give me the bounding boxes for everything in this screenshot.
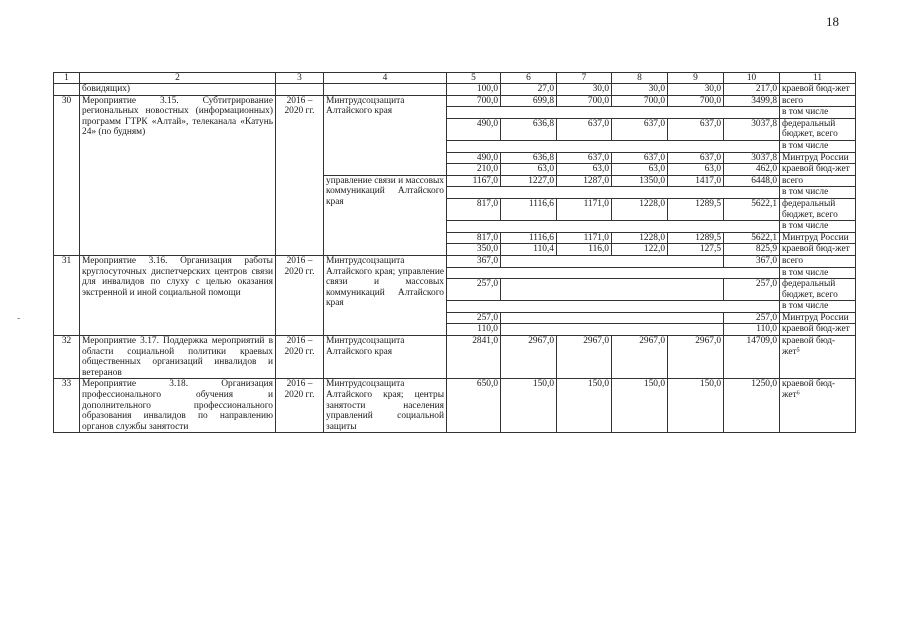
value-2017: 110,4 <box>501 244 557 256</box>
value-total: 3037,8 <box>724 152 780 164</box>
value-2017: 1116,6 <box>501 198 557 220</box>
value-total: 5622,1 <box>724 198 780 220</box>
executor-cell: Минтрудсоцзащита Алтайского края <box>324 95 447 175</box>
value-total: 217,0 <box>724 84 780 96</box>
value-2020: 637,0 <box>668 118 724 140</box>
column-number: 2 <box>80 73 276 84</box>
row-index: 30 <box>54 95 80 255</box>
value-2016: 700,0 <box>447 95 501 107</box>
empty-values <box>447 187 780 199</box>
value-total: 14709,0 <box>724 336 780 379</box>
value-2018: 1171,0 <box>557 198 612 220</box>
table-row <box>54 379 856 433</box>
executor-cell: Минтрудсоцзащита Алтайского края; центры занятости населения управлений социальной защиты <box>324 379 447 433</box>
value-total: 257,0 <box>724 279 780 301</box>
value-2016: 257,0 <box>447 312 501 324</box>
value-2017: 1227,0 <box>501 175 557 187</box>
value-total: 5622,1 <box>724 232 780 244</box>
stray-mark: - <box>17 313 21 324</box>
funding-source: Минтруд России <box>780 232 856 244</box>
value-2017: 636,8 <box>501 118 557 140</box>
column-number: 5 <box>447 73 501 84</box>
value-total: 110,0 <box>724 324 780 336</box>
empty-values <box>501 279 724 301</box>
column-number: 9 <box>668 73 724 84</box>
empty-values <box>501 255 724 267</box>
column-number: 7 <box>557 73 612 84</box>
funding-source: всего <box>780 95 856 107</box>
value-2019: 63,0 <box>612 164 668 176</box>
funding-source: краевой бюд-жет⁶ <box>780 379 856 433</box>
value-2020: 700,0 <box>668 95 724 107</box>
value-2019: 1228,0 <box>612 198 668 220</box>
funding-source: федеральный бюджет, всего <box>780 198 856 220</box>
funding-source: Минтруд России <box>780 152 856 164</box>
value-2016: 650,0 <box>447 379 501 433</box>
measure-description: Мероприятие 3.15. Субтитрирование региональных новостных (информационных) программ ГТРК «Алтай», телеканала «Катунь 24» (по будням) <box>80 95 276 255</box>
period-cell: 2016 – 2020 гг. <box>276 379 324 433</box>
funding-source: краевой бюд-жет <box>780 244 856 256</box>
value-total: 257,0 <box>724 312 780 324</box>
value-2016: 210,0 <box>447 164 501 176</box>
table-row <box>54 336 856 379</box>
executor-cell: управление связи и массовых коммуникаций Алтайского края <box>324 175 447 255</box>
table-row <box>54 255 856 267</box>
measure-description: Мероприятие 3.16. Организация работы круглосуточных диспетчерских центров связи для инвалидов по слуху с целью оказания экстренной и иной социальной помощи <box>80 255 276 335</box>
value-total: 1250,0 <box>724 379 780 433</box>
value-2017: 636,8 <box>501 152 557 164</box>
value-2020: 127,5 <box>668 244 724 256</box>
value-2018: 116,0 <box>557 244 612 256</box>
empty-values <box>447 267 780 279</box>
value-2020: 1289,5 <box>668 232 724 244</box>
value-2016: 817,0 <box>447 198 501 220</box>
value-2016: 367,0 <box>447 255 501 267</box>
value-2016: 817,0 <box>447 232 501 244</box>
value-2018: 2967,0 <box>557 336 612 379</box>
value-2017: 2967,0 <box>501 336 557 379</box>
value-2019: 637,0 <box>612 152 668 164</box>
funding-source: в том числе <box>780 221 856 233</box>
funding-source: краевой бюд-жет <box>780 84 856 96</box>
column-number: 6 <box>501 73 557 84</box>
table-row <box>54 95 856 107</box>
value-2016: 490,0 <box>447 152 501 164</box>
value-2018: 150,0 <box>557 379 612 433</box>
table-row <box>54 84 856 96</box>
value-2017: 1116,6 <box>501 232 557 244</box>
value-2016: 257,0 <box>447 279 501 301</box>
row-index <box>54 84 80 96</box>
page-number: 18 <box>826 14 839 29</box>
funding-source: в том числе <box>780 107 856 119</box>
value-2018: 30,0 <box>557 84 612 96</box>
value-2020: 637,0 <box>668 152 724 164</box>
period-cell: 2016 – 2020 гг. <box>276 255 324 335</box>
funding-source: Минтруд России <box>780 312 856 324</box>
value-2020: 1289,5 <box>668 198 724 220</box>
value-2017: 63,0 <box>501 164 557 176</box>
value-2019: 700,0 <box>612 95 668 107</box>
column-number: 3 <box>276 73 324 84</box>
column-number: 8 <box>612 73 668 84</box>
value-total: 6448,0 <box>724 175 780 187</box>
column-number-row <box>54 73 856 84</box>
value-total: 462,0 <box>724 164 780 176</box>
empty-values <box>447 140 780 152</box>
value-2018: 1171,0 <box>557 232 612 244</box>
empty-values <box>447 107 780 119</box>
value-total: 3037,8 <box>724 118 780 140</box>
measure-description: бовидящих) <box>80 84 276 96</box>
value-2018: 63,0 <box>557 164 612 176</box>
value-2016: 100,0 <box>447 84 501 96</box>
funding-source: в том числе <box>780 267 856 279</box>
value-2016: 490,0 <box>447 118 501 140</box>
value-total: 367,0 <box>724 255 780 267</box>
program-table <box>53 72 856 433</box>
value-2019: 30,0 <box>612 84 668 96</box>
empty-values <box>447 221 780 233</box>
funding-source: в том числе <box>780 140 856 152</box>
value-2018: 700,0 <box>557 95 612 107</box>
value-2019: 122,0 <box>612 244 668 256</box>
executor-cell: Минтрудсоцзащита Алтайского края <box>324 336 447 379</box>
value-2020: 150,0 <box>668 379 724 433</box>
value-2019: 2967,0 <box>612 336 668 379</box>
value-2020: 30,0 <box>668 84 724 96</box>
column-number: 10 <box>724 73 780 84</box>
funding-source: федеральный бюджет, всего <box>780 279 856 301</box>
value-2017: 699,8 <box>501 95 557 107</box>
value-2020: 2967,0 <box>668 336 724 379</box>
value-2018: 637,0 <box>557 118 612 140</box>
column-number: 1 <box>54 73 80 84</box>
executor-cell: Минтрудсоцзащита Алтайского края; управление связи и массовых коммуникаций Алтайского края <box>324 255 447 335</box>
row-index: 31 <box>54 255 80 335</box>
value-2016: 1167,0 <box>447 175 501 187</box>
executor-cell <box>324 84 447 96</box>
value-2017: 150,0 <box>501 379 557 433</box>
value-2020: 63,0 <box>668 164 724 176</box>
column-number: 4 <box>324 73 447 84</box>
period-cell: 2016 – 2020 гг. <box>276 336 324 379</box>
empty-values <box>501 324 724 336</box>
row-index: 32 <box>54 336 80 379</box>
funding-source: федеральный бюджет, всего <box>780 118 856 140</box>
measure-description: Мероприятие 3.17. Поддержка мероприятий в области социальной политики краевых общественных организаций инвалидов и ветеранов <box>80 336 276 379</box>
period-cell: 2016 – 2020 гг. <box>276 95 324 255</box>
value-2019: 1228,0 <box>612 232 668 244</box>
period-cell <box>276 84 324 96</box>
empty-values <box>501 312 724 324</box>
value-2019: 1350,0 <box>612 175 668 187</box>
value-2016: 2841,0 <box>447 336 501 379</box>
funding-source: в том числе <box>780 301 856 313</box>
value-total: 825,9 <box>724 244 780 256</box>
funding-source: краевой бюд-жет <box>780 164 856 176</box>
value-2018: 637,0 <box>557 152 612 164</box>
value-2017: 27,0 <box>501 84 557 96</box>
value-2020: 1417,0 <box>668 175 724 187</box>
value-2019: 150,0 <box>612 379 668 433</box>
funding-source: в том числе <box>780 187 856 199</box>
row-index: 33 <box>54 379 80 433</box>
empty-values <box>447 301 780 313</box>
funding-source: всего <box>780 255 856 267</box>
value-2019: 637,0 <box>612 118 668 140</box>
funding-source: всего <box>780 175 856 187</box>
value-2016: 110,0 <box>447 324 501 336</box>
funding-source: краевой бюд-жет <box>780 324 856 336</box>
column-number: 11 <box>780 73 856 84</box>
value-2018: 1287,0 <box>557 175 612 187</box>
measure-description: Мероприятие 3.18. Организация профессионального обучения и дополнительного профессионального образования инвалидов по направлению органов службы занятости <box>80 379 276 433</box>
funding-source: краевой бюд-жет⁵ <box>780 336 856 379</box>
value-2016: 350,0 <box>447 244 501 256</box>
value-total: 3499,8 <box>724 95 780 107</box>
